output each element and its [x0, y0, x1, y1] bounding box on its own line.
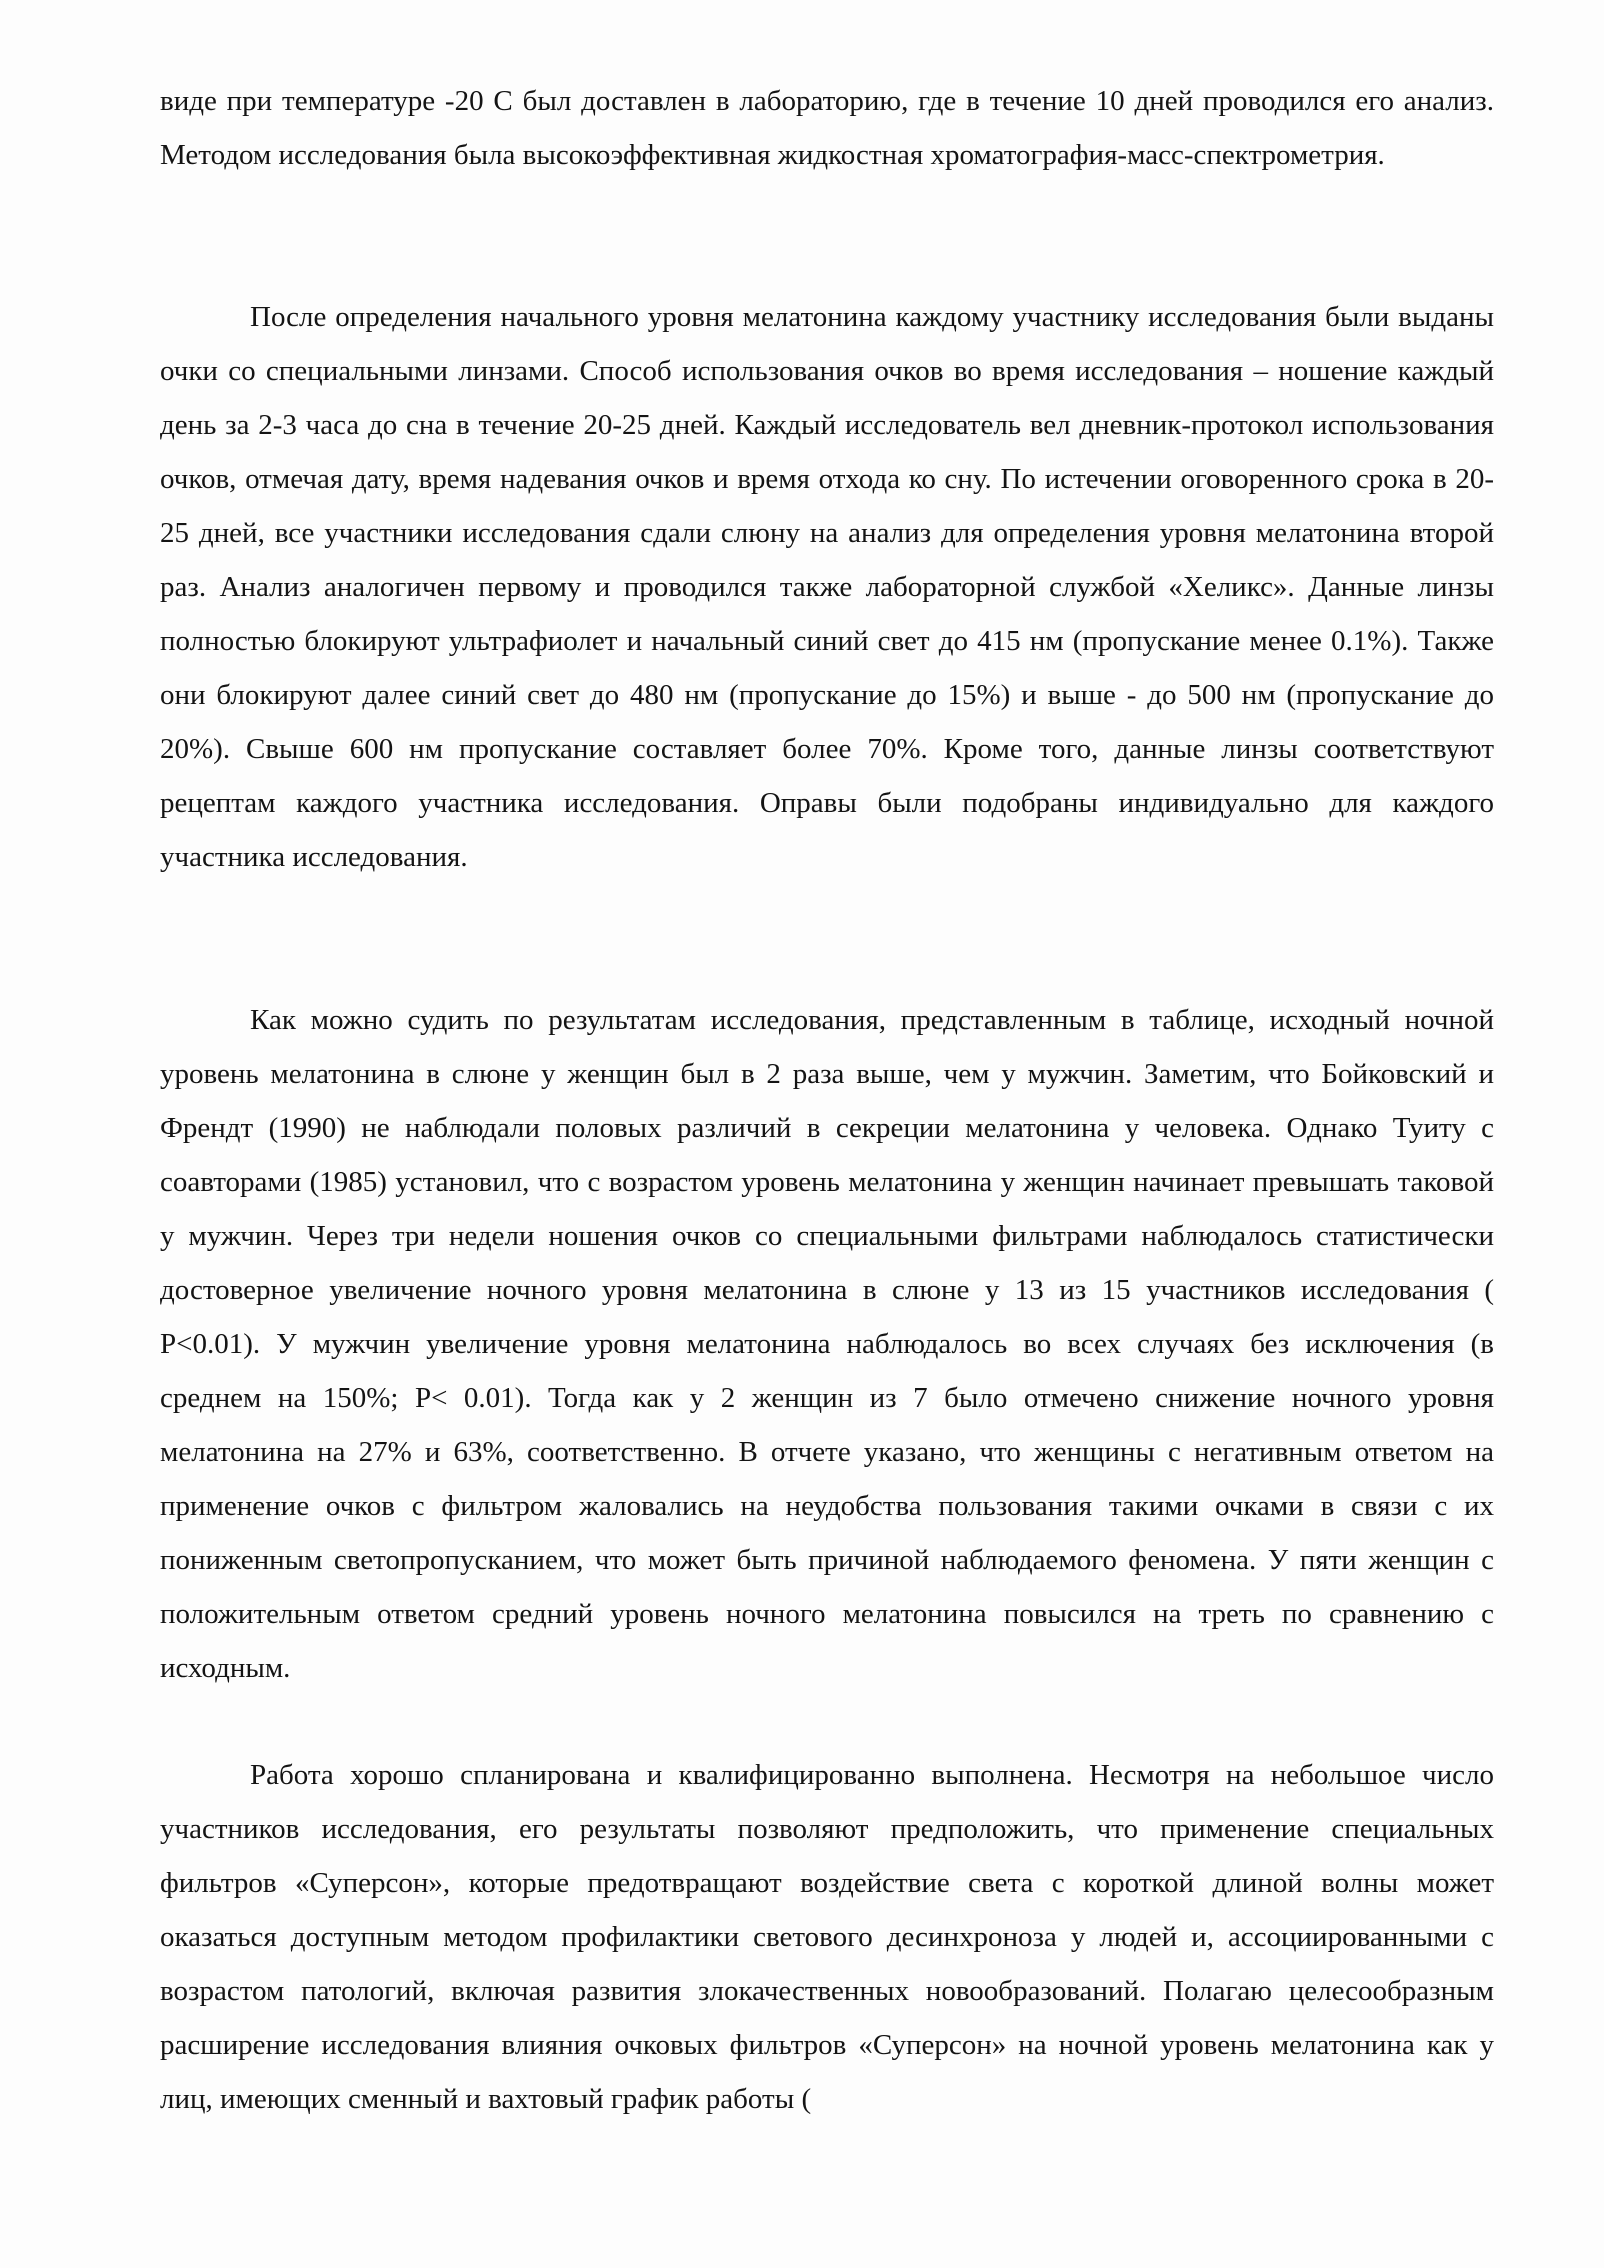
paragraph-conclusion [160, 1748, 1494, 2126]
paragraph-text: После определения начального уровня мелатонина каждому участнику исследования были выданы очки со специальными линзами. Способ использования очков во время исследования – ношение каждый день за 2-3 часа до сна в течение 20-25 дней. Каждый исследователь вел дневник-протокол использования очков, отмечая дату, время надевания очков и время отхода ко сну. По истечении оговоренного срока в 20-25 дней, все участники исследования сдали слюну на анализ для определения уровня мелатонина второй раз. Анализ аналогичен первому и проводился также лабораторной службой «Хеликс». Данные линзы полностью блокируют ультрафиолет и начальный синий свет до 415 нм (пропускание менее 0.1%). Также они блокируют далее синий свет до 480 нм (пропускание до 15%) и выше - до 500 нм (пропускание до 20%). Свыше 600 нм пропускание составляет более 70%. Кроме того, данные линзы соответствуют рецептам каждого участника исследования. Оправы были подобраны индивидуально для каждого участника исследования. [160, 301, 1494, 873]
paragraph-text: виде при температуре -20 С был доставлен в лабораторию, где в течение 10 дней проводился его анализ. Методом исследования была высокоэффективная жидкостная хроматография-масс-спектрометрия. [160, 85, 1494, 171]
paragraph-sample-analysis [160, 74, 1494, 182]
paragraph-text: Как можно судить по результатам исследования, представленным в таблице, исходный ночной уровень мелатонина в слюне у женщин был в 2 раза выше, чем у мужчин. Заметим, что Бойковский и Френдт (1990) не наблюдали половых различий в секреции мелатонина у человека. Однако Туиту с соавторами (1985) установил, что с возрастом уровень мелатонина у женщин начинает превышать таковой у мужчин. Через три недели ношения очков со специальными фильтрами наблюдалось статистически достоверное увеличение ночного уровня мелатонина в слюне у 13 из 15 участников исследования ( P<0.01). У мужчин увеличение уровня мелатонина наблюдалось во всех случаях без исключения (в среднем на 150%; P< 0.01). Тогда как у 2 женщин из 7 было отмечено снижение ночного уровня мелатонина на 27% и 63%, соответственно. В отчете указано, что женщины с негативным ответом на применение очков с фильтром жаловались на неудобства пользования такими очками в связи с их пониженным светопропусканием, что может быть причиной наблюдаемого феномена. У пяти женщин с положительным ответом средний уровень ночного мелатонина повысился на треть по сравнению с исходным. [160, 1004, 1494, 1684]
paragraph-results [160, 993, 1494, 1695]
paragraph-text: Работа хорошо спланирована и квалифицированно выполнена. Несмотря на небольшое число участников исследования, его результаты позволяют предположить, что применение специальных фильтров «Суперсон», которые предотвращают воздействие света с короткой длиной волны может оказаться доступным методом профилактики светового десинхроноза у людей и, ассоциированными с возрастом патологий, включая развития злокачественных новообразований. Полагаю целесообразным расширение исследования влияния очковых фильтров «Суперсон» на ночной уровень мелатонина как у лиц, имеющих сменный и вахтовый график работы ( [160, 1759, 1494, 2115]
paragraph-method [160, 290, 1494, 884]
